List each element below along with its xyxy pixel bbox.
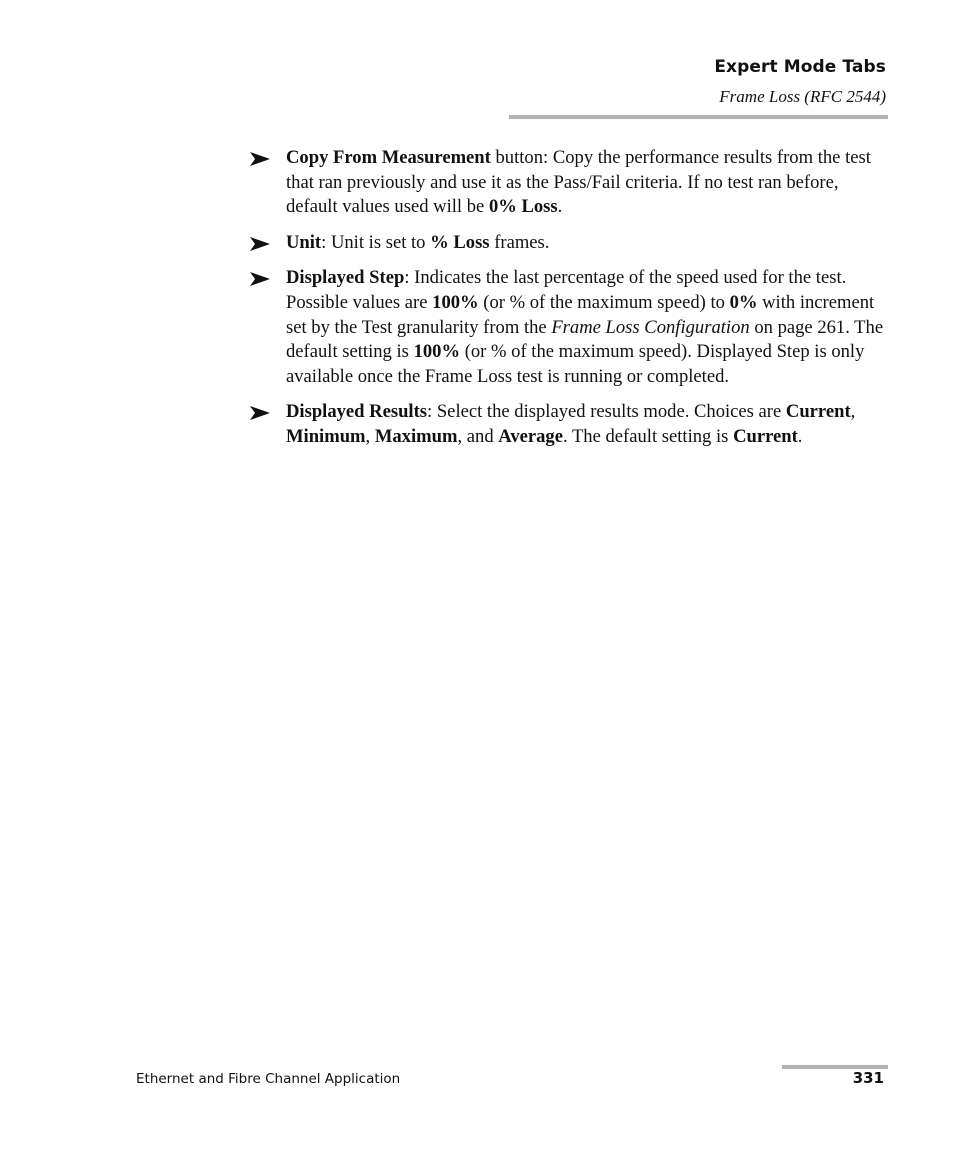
arrowhead-bullet-icon xyxy=(250,231,272,255)
bullet-text: . The default setting is xyxy=(562,425,734,447)
bullet-text: , xyxy=(850,401,856,423)
bullet-displayed-results xyxy=(250,400,890,449)
bullet-text: (or % of the maximum speed). Displayed Step is only available once the Frame Loss test is running or completed. xyxy=(286,341,865,387)
bullet-text: : Indicates the last percentage of the speed used for the test. Possible values are xyxy=(286,267,847,313)
value-100-percent-default: 100% xyxy=(413,341,461,363)
bullet-text: . xyxy=(797,425,803,447)
choice-maximum: Maximum xyxy=(374,425,458,447)
bullet-unit xyxy=(250,231,890,256)
bullet-text: (or % of the maximum speed) to xyxy=(478,291,730,313)
header-title: Expert Mode Tabs xyxy=(714,57,886,77)
term-copy-from-measurement: Copy From Measurement xyxy=(286,147,491,168)
choice-average: Average xyxy=(498,425,563,447)
arrowhead-bullet-icon xyxy=(250,266,272,290)
bullet-text: : Unit is set to xyxy=(321,231,431,253)
term-displayed-results: Displayed Results xyxy=(286,401,428,423)
value-0-loss: 0% Loss xyxy=(488,196,558,218)
value-0-percent: 0% xyxy=(729,291,758,313)
bullet-text: , xyxy=(365,425,375,447)
footer-doc-title: Ethernet and Fibre Channel Application xyxy=(136,1071,401,1087)
header-subtitle: Frame Loss (RFC 2544) xyxy=(719,87,886,106)
choice-minimum: Minimum xyxy=(286,425,366,447)
bullet-text: . xyxy=(557,196,563,218)
bullet-list xyxy=(250,146,890,461)
bullet-text: button: Copy the performance results from the test that ran previously and use it as the Pass/Fail criteria. If no test ran before, default values used will be xyxy=(286,147,871,218)
page-number: 331 xyxy=(852,1069,884,1087)
term-unit: Unit xyxy=(286,231,322,253)
bullet-displayed-step xyxy=(250,266,890,389)
cross-reference-link[interactable]: Frame Loss Configuration xyxy=(551,316,750,338)
header-rule xyxy=(509,115,888,119)
term-displayed-step: Displayed Step xyxy=(286,267,405,289)
bullet-text: frames. xyxy=(489,231,550,253)
value-100-percent: 100% xyxy=(432,291,479,313)
bullet-text: : Select the displayed results mode. Choices are xyxy=(427,401,786,423)
bullet-text: with increment set by the Test granularity from the xyxy=(286,291,875,338)
default-current: Current xyxy=(733,425,798,447)
value-percent-loss: % Loss xyxy=(430,231,490,253)
arrowhead-bullet-icon xyxy=(250,146,272,170)
bullet-copy-from-measurement xyxy=(250,146,890,220)
bullet-text: on page 261. The default setting is xyxy=(286,316,884,363)
arrowhead-bullet-icon xyxy=(250,400,272,424)
choice-current: Current xyxy=(785,401,851,423)
bullet-text: , and xyxy=(457,425,499,447)
